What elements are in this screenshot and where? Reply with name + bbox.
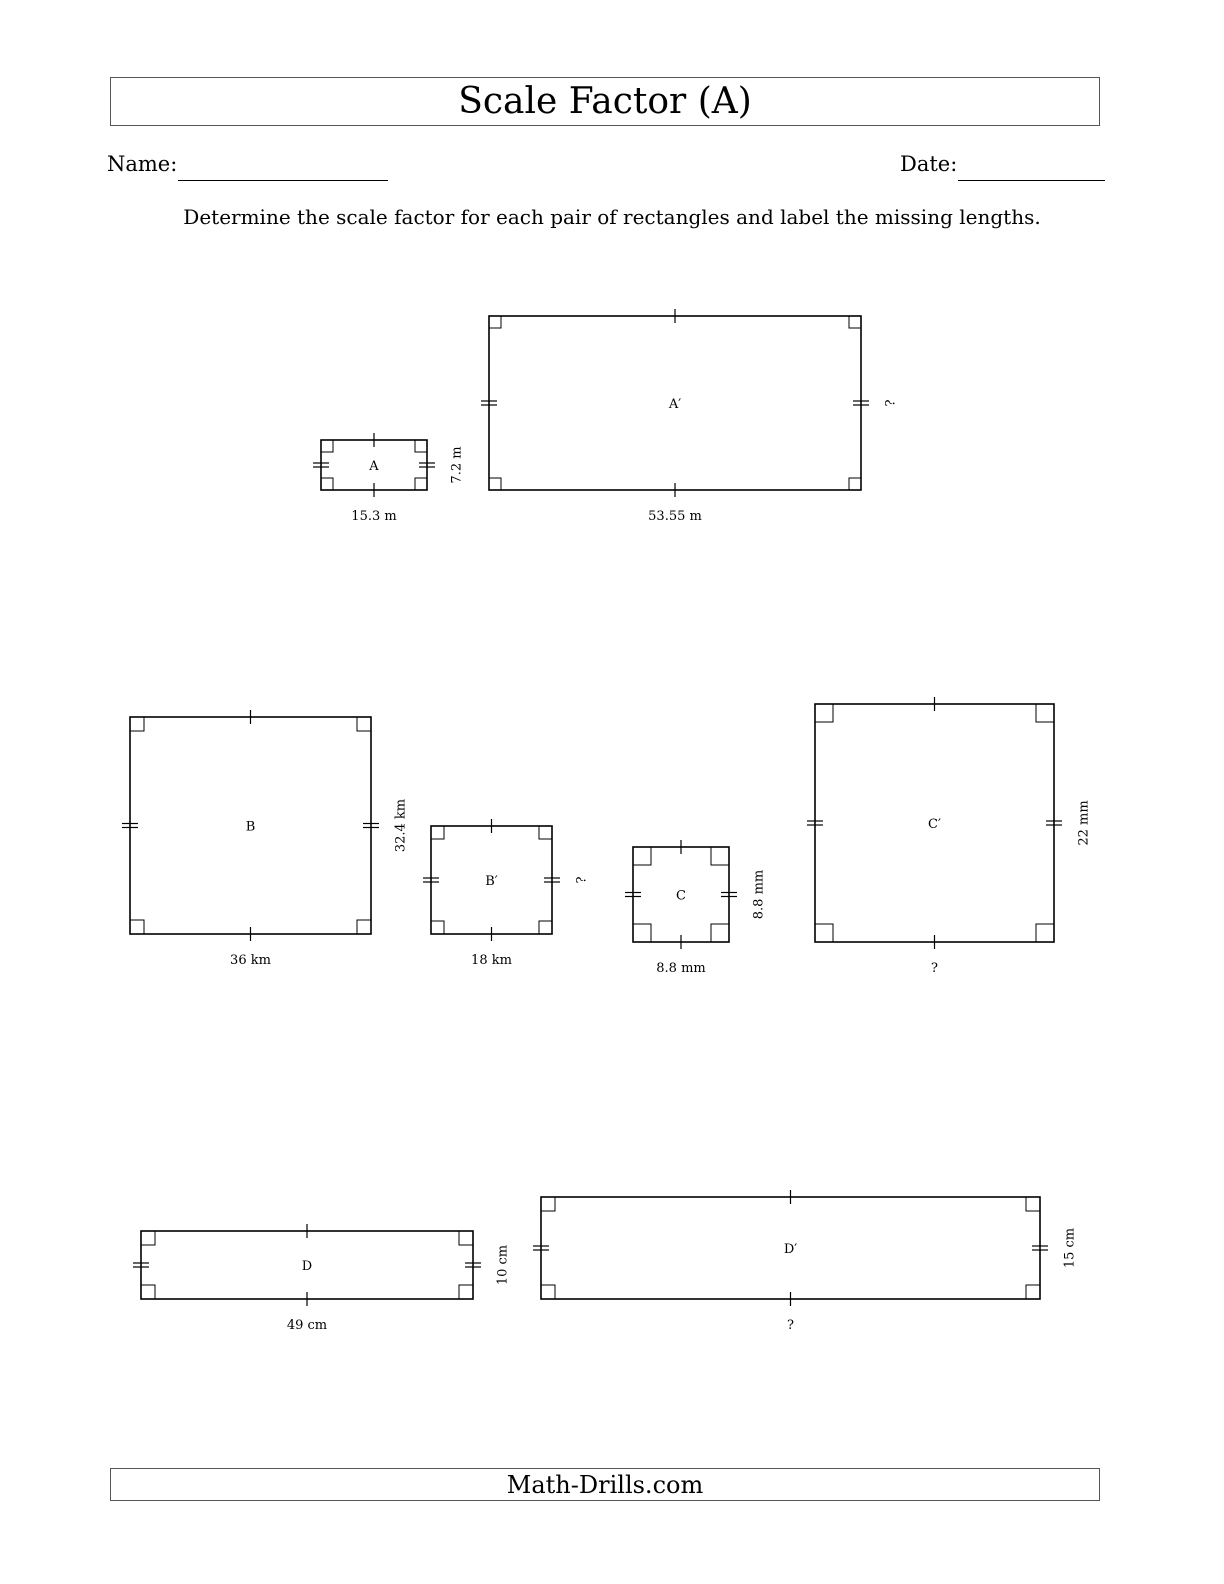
right-angle-marker bbox=[539, 826, 552, 839]
right-angle-marker bbox=[541, 1197, 555, 1211]
right-angle-marker bbox=[489, 478, 501, 490]
right-angle-marker bbox=[1036, 924, 1054, 942]
name-label: Name: bbox=[107, 152, 178, 176]
bottom-length-label: ? bbox=[787, 1318, 794, 1333]
right-angle-marker bbox=[633, 847, 651, 865]
title-text: Scale Factor (A) bbox=[458, 81, 752, 122]
right-angle-marker bbox=[849, 316, 861, 328]
side-length-label: 7.2 m bbox=[449, 446, 465, 484]
right-angle-marker bbox=[849, 478, 861, 490]
right-angle-marker bbox=[141, 1285, 155, 1299]
bottom-length-label: 8.8 mm bbox=[656, 961, 706, 976]
right-angle-marker bbox=[633, 924, 651, 942]
right-angle-marker bbox=[130, 920, 144, 934]
right-angle-marker bbox=[815, 704, 833, 722]
right-angle-marker bbox=[415, 478, 427, 490]
rectangle-label: C bbox=[676, 888, 686, 904]
right-angle-marker bbox=[711, 847, 729, 865]
side-length-label: 22 mm bbox=[1076, 800, 1092, 846]
side-length-label: 10 cm bbox=[495, 1244, 511, 1286]
right-angle-marker bbox=[459, 1231, 473, 1245]
bottom-length-label: 15.3 m bbox=[351, 509, 397, 524]
bottom-length-label: ? bbox=[931, 961, 938, 976]
rectangle-label: C′ bbox=[928, 817, 941, 832]
right-angle-marker bbox=[321, 440, 333, 452]
right-angle-marker bbox=[357, 717, 371, 731]
rectangle-label: D bbox=[301, 1259, 313, 1274]
date-label: Date: bbox=[900, 152, 958, 176]
right-angle-marker bbox=[431, 826, 444, 839]
footer-site: Math-Drills.com bbox=[506, 1470, 704, 1499]
right-angle-marker bbox=[321, 478, 333, 490]
right-angle-marker bbox=[489, 316, 501, 328]
rectangle-label: B′ bbox=[485, 874, 498, 889]
instructions: Determine the scale factor for each pair of rectangles and label the missing lengths. bbox=[183, 205, 1041, 229]
right-angle-marker bbox=[141, 1231, 155, 1245]
rectangle-label: D′ bbox=[783, 1242, 798, 1257]
side-length-label: ? bbox=[574, 876, 590, 884]
right-angle-marker bbox=[539, 921, 552, 934]
footer bbox=[110, 1468, 1100, 1501]
bottom-length-label: 36 km bbox=[230, 953, 271, 968]
right-angle-marker bbox=[711, 924, 729, 942]
right-angle-marker bbox=[815, 924, 833, 942]
right-angle-marker bbox=[1026, 1285, 1040, 1299]
bottom-length-label: 18 km bbox=[471, 953, 512, 968]
bottom-length-label: 53.55 m bbox=[648, 509, 702, 524]
right-angle-marker bbox=[459, 1285, 473, 1299]
right-angle-marker bbox=[431, 921, 444, 934]
side-length-label: 8.8 mm bbox=[751, 869, 767, 920]
right-angle-marker bbox=[1026, 1197, 1040, 1211]
rectangle-label: B bbox=[245, 819, 256, 835]
rectangle-label: A′ bbox=[668, 397, 682, 412]
right-angle-marker bbox=[415, 440, 427, 452]
rectangle-label: A bbox=[369, 459, 379, 474]
side-length-label: ? bbox=[883, 399, 899, 407]
right-angle-marker bbox=[357, 920, 371, 934]
side-length-label: 15 cm bbox=[1062, 1227, 1078, 1269]
side-length-label: 32.4 km bbox=[393, 798, 409, 853]
right-angle-marker bbox=[1036, 704, 1054, 722]
right-angle-marker bbox=[541, 1285, 555, 1299]
right-angle-marker bbox=[130, 717, 144, 731]
bottom-length-label: 49 cm bbox=[286, 1318, 328, 1333]
